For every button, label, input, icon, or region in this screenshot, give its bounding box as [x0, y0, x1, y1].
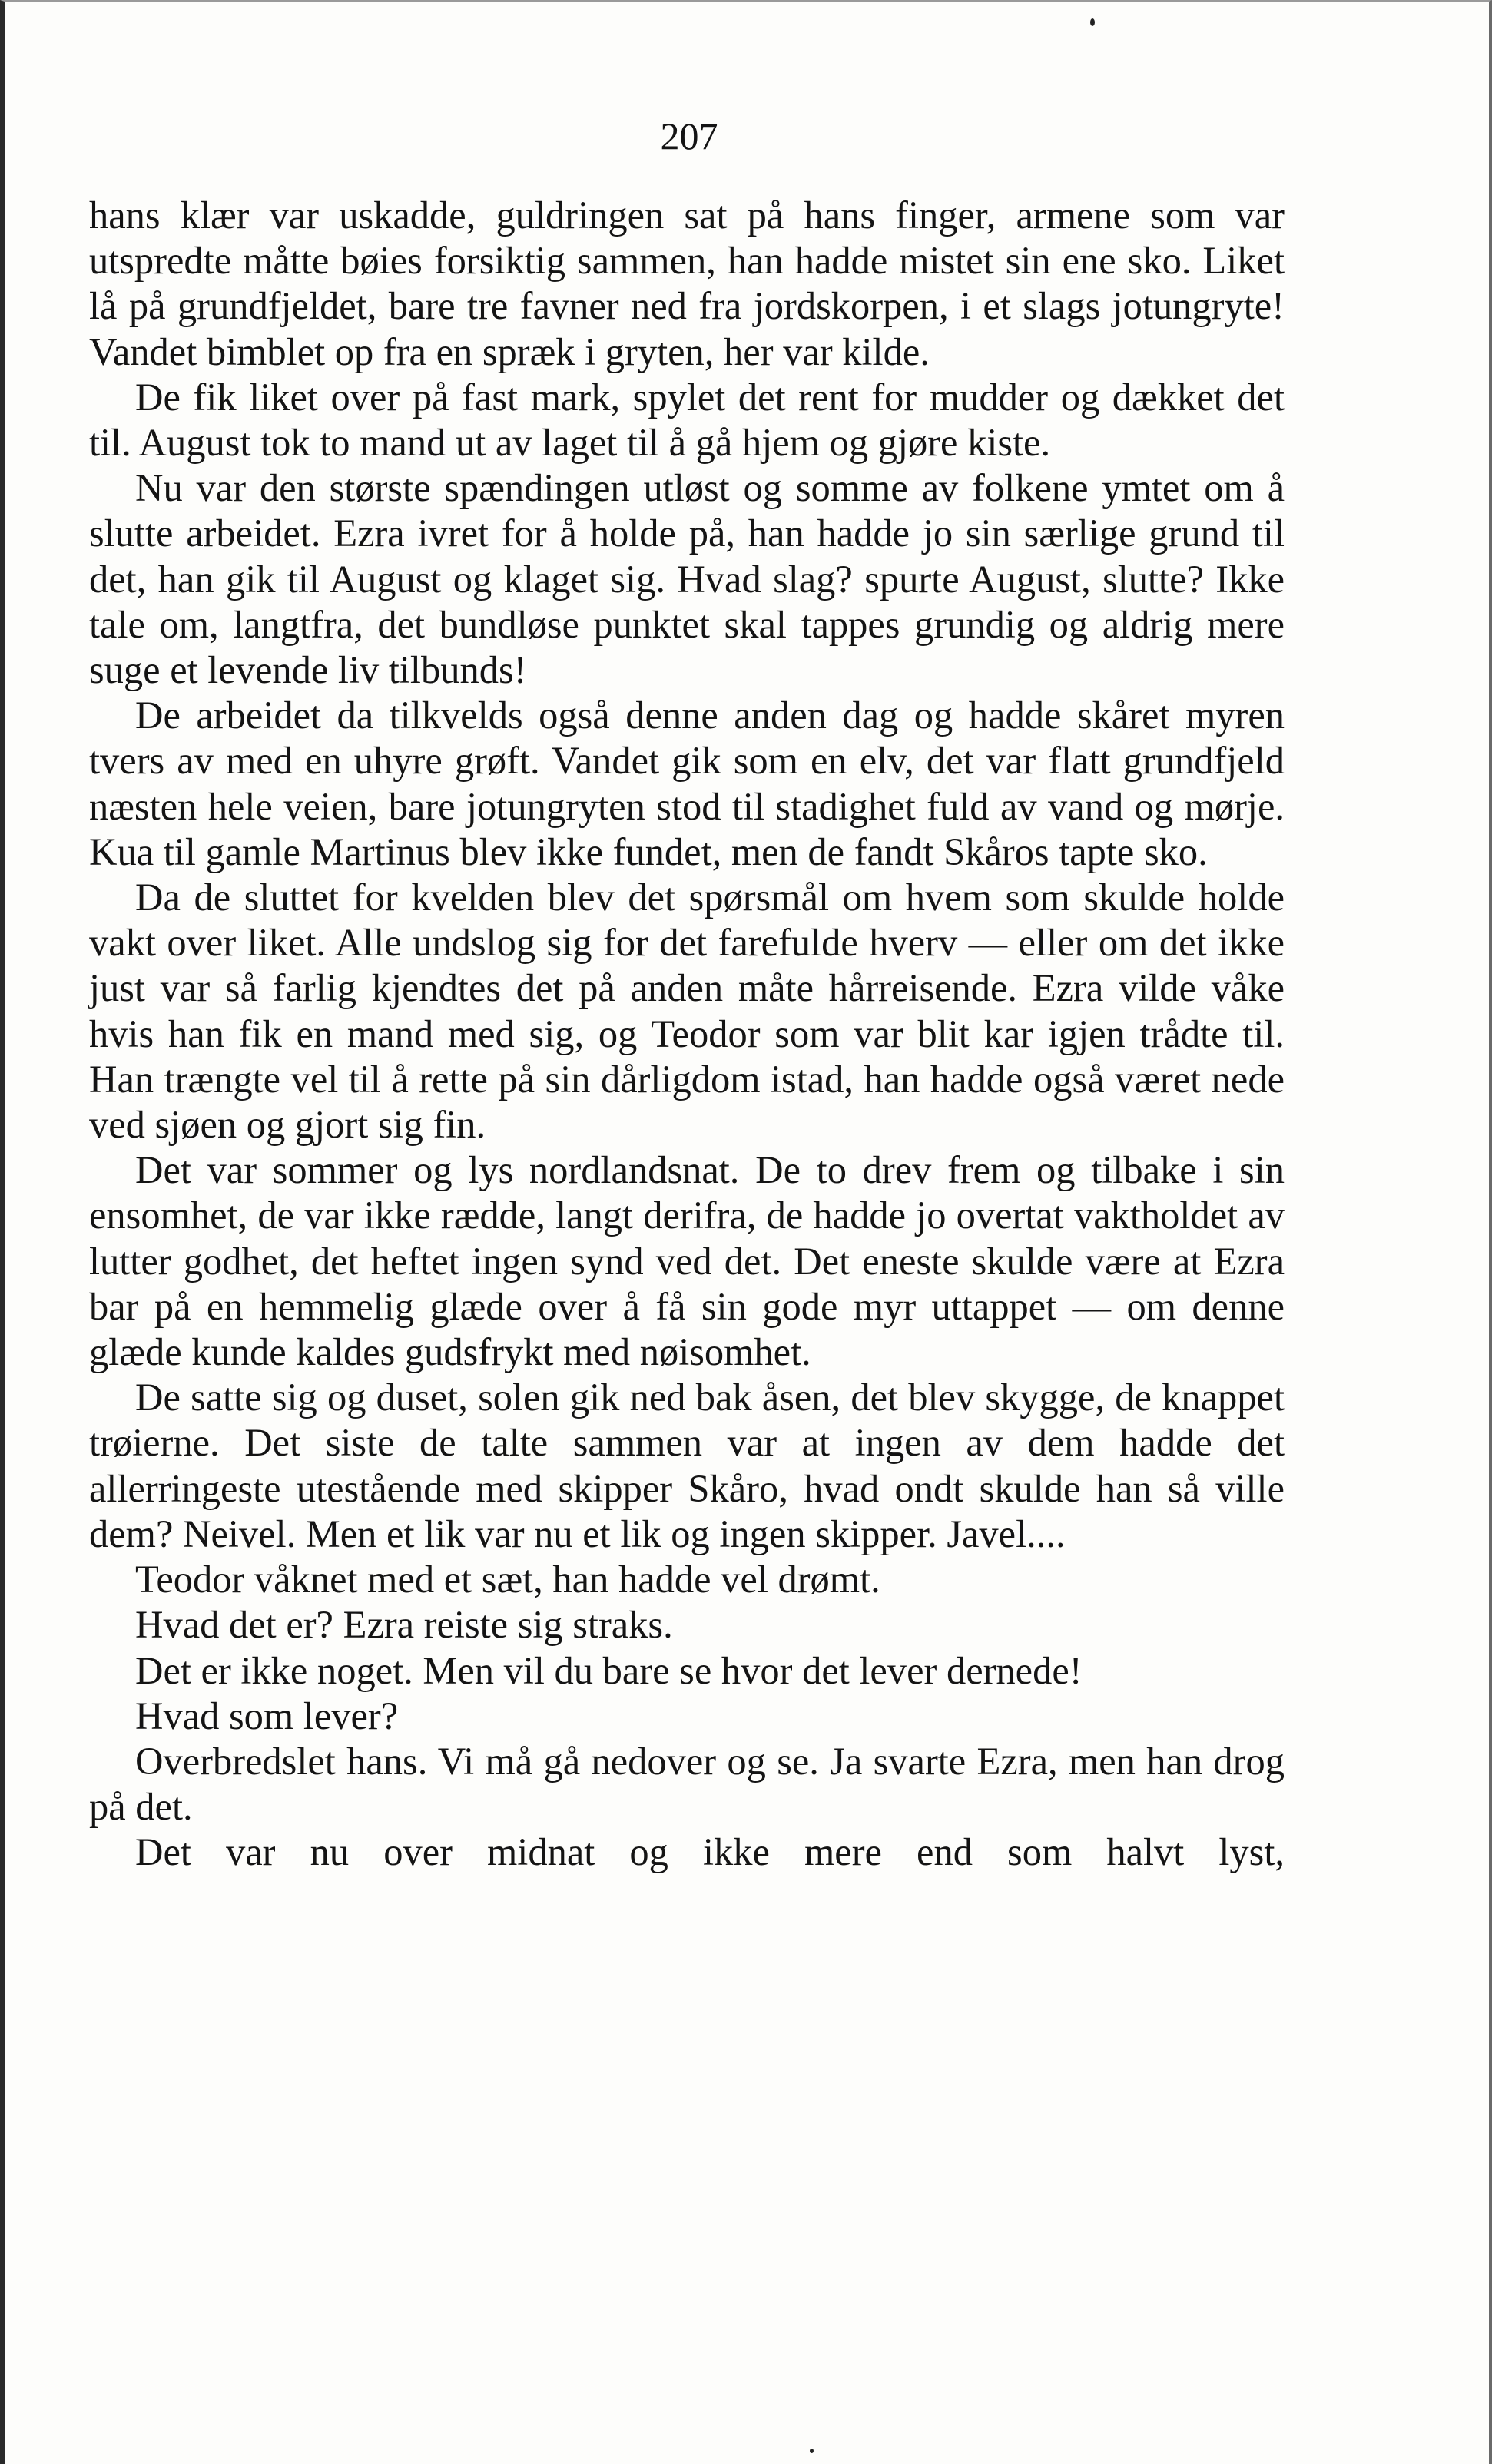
- body-text: [89, 193, 1285, 1876]
- paragraph: De fik liket over på fast mark, spylet det rent for mudder og dækket det til. August tok to mand ut av laget til å gå hjem og gjøre kiste.: [89, 375, 1285, 465]
- page-number: 207: [660, 114, 718, 157]
- paragraph: hans klær var uskadde, guldringen sat på hans finger, armene som var utspredte måtte bøies forsiktig sammen, han hadde mistet sin ene sko. Liket lå på grundfjeldet, bare tre favner ned fra jordskorpen, i et slags jotungryte! Vandet bimblet op fra en spræk i gryten, her var kilde.: [89, 194, 1285, 373]
- paragraph: Hvad som lever?: [135, 1694, 399, 1737]
- paragraph: De satte sig og duset, solen gik ned bak åsen, det blev skygge, de knappet trøierne. Det siste de talte sammen var at ingen av dem hadde det allerringeste utestående med skipper Skåro, hvad ondt skulde han så ville dem? Neivel. Men et lik var nu et lik og ingen skipper. Javel....: [89, 1376, 1285, 1555]
- paragraph: Hvad det er? Ezra reiste sig straks.: [135, 1603, 673, 1647]
- paragraph: Det var nu over midnat og ikke mere end som halvt lyst,: [135, 1830, 1285, 1874]
- paragraph: Det er ikke noget. Men vil du bare se hvor det lever dernede!: [135, 1648, 1083, 1692]
- paragraph: Nu var den største spændingen utløst og somme av folkene ymtet om å slutte arbeidet. Ezra ivret for å holde på, han hadde jo sin særlige grund til det, han gik til August og klaget sig. Hvad slag? spurte August, slutte? Ikke tale om, langtfra, det bundløse punktet skal tappes grundig og aldrig mere suge et levende liv tilbunds!: [89, 466, 1285, 692]
- paper-speck: [1090, 18, 1095, 26]
- paper-speck: [810, 2449, 814, 2453]
- paragraph: Overbredslet hans. Vi må gå nedover og se. Ja svarte Ezra, men han drog på det.: [89, 1739, 1285, 1829]
- paragraph: Teodor våknet med et sæt, han hadde vel drømt.: [135, 1558, 880, 1601]
- paragraph: Det var sommer og lys nordlandsnat. De to drev frem og tilbake i sin ensomhet, de var ikke rædde, langt derifra, de hadde jo overtat vaktholdet av lutter godhet, det heftet ingen synd ved det. Det eneste skulde være at Ezra bar på en hemmelig glæde over å få sin gode myr uttappet — om denne glæde kunde kaldes gudsfrykt med nøisomhet.: [89, 1148, 1285, 1374]
- paragraph: Da de sluttet for kvelden blev det spørsmål om hvem som skulde holde vakt over liket. Alle undslog sig for det farefulde hverv — eller om det ikke just var så farlig kjendtes det på anden måte hårreisende. Ezra vilde våke hvis han fik en mand med sig, og Teodor som var blit kar igjen trådte til. Han trængte vel til å rette på sin dårligdom istad, han hadde også været nede ved sjøen og gjort sig fin.: [89, 876, 1285, 1147]
- paragraph: De arbeidet da tilkvelds også denne anden dag og hadde skåret myren tvers av med en uhyre grøft. Vandet gik som en elv, det var flatt grundfjeld næsten hele veien, bare jotungryten stod til stadighet fuld av vand og mørje. Kua til gamle Martinus blev ikke fundet, men de fandt Skåros tapte sko.: [89, 694, 1285, 873]
